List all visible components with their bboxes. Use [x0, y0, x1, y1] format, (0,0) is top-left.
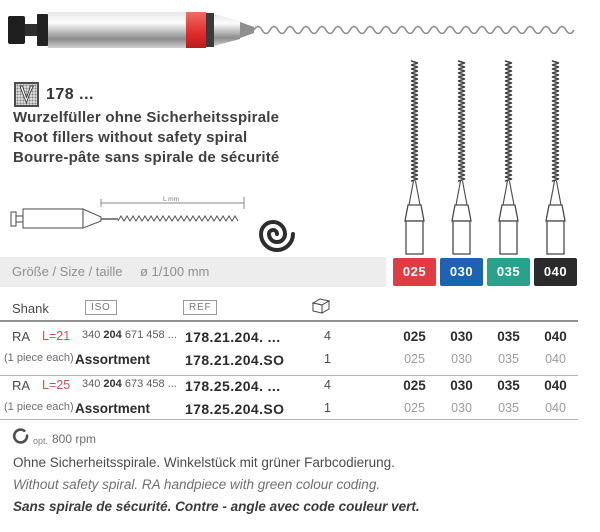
plunger-cap: [8, 16, 25, 44]
size-cell: 035: [497, 378, 520, 393]
size-cell: 030: [451, 352, 472, 366]
qty-cell: 4: [324, 378, 331, 392]
spiral-instruments-illustration: [385, 56, 600, 256]
table-row-l21: [0, 329, 600, 349]
size-label: Größe / Size / taille: [12, 264, 123, 279]
size-chip-030: 030: [440, 258, 483, 286]
piece-note-cell: (1 piece each): [4, 401, 74, 413]
iso-cell: 340 204 673 458 ...: [82, 378, 177, 390]
rpm-prefix: opt.: [33, 436, 49, 446]
spiral-instrument-040: [546, 61, 565, 254]
column-header-iso: ISO: [85, 300, 117, 315]
size-cell: 035: [498, 401, 519, 415]
catalog-number: 178 ...: [46, 86, 94, 103]
iso-cell: 340 204 671 458 ...: [82, 329, 177, 341]
red-band: [186, 12, 206, 48]
length-cell: L=21: [42, 329, 71, 343]
length-cell: L=25: [42, 378, 71, 392]
package-icon: [310, 297, 332, 315]
qty-cell: 1: [324, 352, 331, 366]
product-title-fr: Bourre-pâte sans spirale de sécurité: [13, 149, 280, 166]
ref-cell: 178.25.204.SO: [185, 401, 285, 417]
size-cell: 040: [545, 401, 566, 415]
qty-cell: 1: [324, 401, 331, 415]
footer-note-de: Ohne Sicherheitsspirale. Winkelstück mit grüner Farbcodierung.: [13, 455, 395, 470]
size-cell: 030: [450, 329, 473, 344]
size-cell: 025: [403, 378, 426, 393]
table-row-assortment-21: [0, 352, 600, 372]
size-cell: 025: [404, 352, 425, 366]
ref-cell: 178.21.204. ...: [185, 329, 281, 345]
product-photo-illustration: [0, 4, 600, 56]
root-filler-glyph: [20, 86, 34, 103]
size-cell: 035: [498, 352, 519, 366]
piece-note-cell: (1 piece each): [4, 352, 74, 364]
diameter-label: ø 1/100 mm: [140, 264, 210, 279]
ref-cell: 178.25.204. ...: [185, 378, 281, 394]
assortment-cell: Assortment: [75, 352, 151, 367]
size-cell: 025: [403, 329, 426, 344]
product-title-en: Root fillers without safety spiral: [13, 129, 248, 146]
assortment-cell: Assortment: [75, 401, 151, 416]
dimension-label: L mm: [163, 196, 180, 203]
drawing-spiral-wire: [118, 216, 238, 221]
spiral-instrument-030: [452, 61, 471, 254]
rpm-value: 800 rpm: [52, 432, 97, 446]
table-row-l25: [0, 378, 600, 398]
rotation-icon: [12, 428, 29, 445]
column-header-shank: Shank: [12, 301, 49, 316]
syringe-body: [48, 12, 186, 48]
shank-cell: RA: [12, 378, 31, 393]
spiral-instrument-035: [499, 61, 518, 254]
footer-note-fr: Sans spirale de sécurité. Contre - angle avec code couleur vert.: [13, 499, 420, 514]
table-bottom-rule: [0, 419, 578, 420]
size-cell: 040: [544, 329, 567, 344]
footer-note-en: Without safety spiral. RA handpiece with green colour coding.: [13, 477, 381, 492]
row-divider: [0, 375, 578, 376]
size-cell: 040: [544, 378, 567, 393]
qty-cell: 4: [324, 329, 331, 343]
spiral-instrument-025: [405, 61, 424, 254]
spiral-icon: [256, 213, 298, 255]
column-header-ref: REF: [183, 300, 217, 315]
size-cell: 040: [545, 352, 566, 366]
size-chip-035: 035: [487, 258, 530, 286]
shank-cell: RA: [12, 329, 31, 344]
spiral-wire: [254, 27, 574, 34]
header-rule: [0, 320, 578, 322]
size-chip-025: 025: [393, 258, 436, 286]
table-row-assortment-25: [0, 401, 600, 421]
size-cell: 025: [404, 401, 425, 415]
product-title-de: Wurzelfüller ohne Sicherheitsspirale: [13, 109, 280, 126]
size-cell: 030: [450, 378, 473, 393]
size-cell: 035: [497, 329, 520, 344]
catalog-series-icon: [14, 82, 39, 107]
ref-cell: 178.21.204.SO: [185, 352, 285, 368]
size-chip-040: 040: [534, 258, 577, 286]
size-cell: 030: [451, 401, 472, 415]
